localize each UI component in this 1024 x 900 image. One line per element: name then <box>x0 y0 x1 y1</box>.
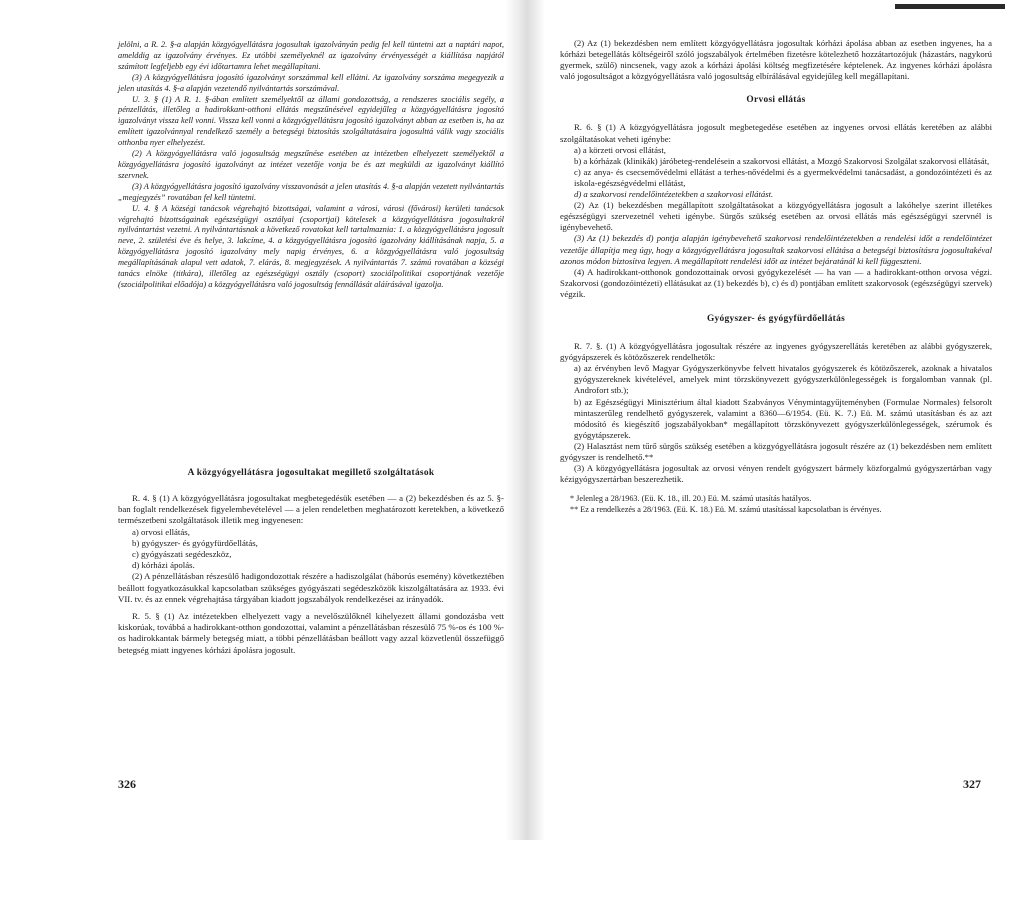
paragraph: (2) A pénzellátásban részesülő hadigondozottak részére a hadiszolgálat (háborús esemény) következtében beállott fogyatkozásukkal kapcsolatban szükséges gyógyászati segédeszközök kiszolgáltatására az 1933. évi VII. tv. és az ennek végrehajtása tárgyában kiadott jogszabályok rendelkezései az irányadók. <box>118 571 504 604</box>
paragraph: R. 4. § (1) A közgyógyellátásra jogosultakat megbetegedésük esetében — a (2) bekezdésben és az 5. §-ban foglalt rendelkezések figyelembevételével — a jelen rendeletben meghatározott keretekben, a következő természetbeni szolgáltatások illetik meg ingyenesen: <box>118 493 504 526</box>
page-number-right: 327 <box>963 777 981 791</box>
footnote: * Jelenleg a 28/1963. (Eü. K. 18., ill. 20.) Eü. M. számú utasítás hatályos. <box>570 494 812 504</box>
paragraph: R. 7. §. (1) A közgyógyellátásra jogosultak részére az ingyenes gyógyszerellátás keretében az alábbi gyógyszerek, gyógyápszerek és kötözőszerek rendelhetők: <box>560 341 992 363</box>
paragraph: (3) Az (1) bekezdés d) pontja alapján igénybevehető szakorvosi rendelőintézetekben a rendelési időt a rendelőintézet vezetője állapítja meg úgy, hogy a közgyógyellátásra jogosultak szakorvosi ellátása a betegségi biztosításra jogosultakéval azonos módon biztosítva legyen. A megállapított rendelési időt az intézet bejáratánál ki kell függeszteni. <box>560 233 992 266</box>
list-item: b) a kórházak (klinikák) járóbeteg-rendelésein a szakorvosi ellátást, a Mozgó Szakorvosi Szolgálat szakorvosi ellátását, <box>574 155 990 166</box>
list-item: d) kórházi ápolás. <box>132 560 195 571</box>
book-gutter <box>505 0 545 840</box>
left-page <box>0 0 505 900</box>
paragraph: (2) Az (1) bekezdésben nem említett közgyógyellátásra jogosultak kórházi ápolása abban az esetben ingyenes, ha a kórházi betegellátás költségeiről szóló jogszabályok értelmében fizetésre kötelezhető hozzátartozójuk (házastárs, nagykorú gyermek, szülő) nincsenek, vagy azok a kórházi ápolási költség megfizetésére képtelenek. Az ingyenes kórházi ápolásra való jogosultságot a közgyógyellátásra való jogosultság elbírálásával egyidejűleg kell megállapítani. <box>560 38 992 82</box>
paragraph: U. 4. § A községi tanácsok végrehajtó bizottságai, valamint a városi, városi (fővárosi) kerületi tanácsok végrehajtó bizottságainak egészségügyi osztályai (csoportjai) kötelesek a közgyógyellátásra jogosultakról nyilvántartást vezetni. A nyilvántartásnak a következő rovatokat kell tartalmaznia: 1. a közgyógyellátásra jogosult neve, 2. születési éve és helye, 3. lakcíme, 4. a közgyógyellátásra jogosító igazolvány kiállításának napja, 5. a közgyógyellátásra jogosító igazolvány mely napig érvényes, 6. a közgyógyellátásra való jogosultság megállapításának alapul vett adatok, 7. elárás, 8. megjegyzések. A nyilvántartás 7. számú rovatában a községi tanács elnöke (titkára), illetőleg az egészségügyi osztály (csoport) szociálpolitikai csoportjának vezetője (szociálpolitikai előadója) a közgyógyellátásra való jogosultság fennállását aláírásával igazolja. <box>118 203 504 289</box>
list-item: a) orvosi ellátás, <box>132 526 190 537</box>
list-item: d) a szakorvosi rendelőintézetekben a szakorvosi ellátást. <box>574 189 774 200</box>
list-item: a) a körzeti orvosi ellátást, <box>574 144 666 155</box>
list-item: a) az érvényben levő Magyar Gyógyszerkönyvbe felvett hivatalos gyógyszerek és kötözőszerek, azoknak a hivatalos gyógyszereknek kivételével, amelyek mint törzskönyvezett gyógyszerkülönlegességek is forgalomban vannak (pl. Androfort stb.); <box>574 363 992 396</box>
paragraph: (4) A hadirokkant-otthonok gondozottainak orvosi gyógykezelését — ha van — a hadirokkant-otthon orvosa végzi. Szakorvosi (gondozóintézeti) ellátásukat az (1) bekezdés b), c) és d) pontjában említett szakorvosok (egészségügyi szervek) végzik. <box>560 266 992 299</box>
paragraph: (2) A közgyógyellátásra való jogosultság megszűnése esetében az intézetben elhelyezett személyektől a közgyógyellátásra jogosító igazolványt az intézet vezetője vonja be és azt megküldi az igazolványt kiállító szervnek. <box>118 149 504 180</box>
paragraph: (3) A közgyógyellátásra jogosultak az orvosi vényen rendelt gyógyszert bármely közforgalmú gyógyszertárban vagy kézigyógyszertárban beszerezhetik. <box>560 463 992 485</box>
list-item: c) gyógyászati segédeszköz, <box>132 549 232 560</box>
paragraph: R. 6. § (1) A közgyógyellátásra jogosult megbetegedése esetében az ingyenes orvosi ellátás keretében az alábbi szolgáltatásokat veheti igénybe: <box>560 122 992 144</box>
right-page <box>545 0 1024 900</box>
right-body-text <box>560 38 992 515</box>
paragraph: (2) Az (1) bekezdésben megállapított szolgáltatásokat a közgyógyellátásra jogosult a lakóhelye szerint illetékes egészségügyi szervezetnél veheti igénybe. Sürgős szükség esetében az orvosi ellátás más egészségügyi szervnél is igénybevehető. <box>560 200 992 233</box>
footnote: ** Ez a rendelkezés a 28/1963. (Eü. K. 18.) Eü. M. számú utasítással kapcsolatban is érvényes. <box>570 504 882 514</box>
list-item: b) az Egészségügyi Minisztérium által kiadott Szabványos Vénymintagyűjteményben (Formulae Normales) felsorolt mintaszerűleg rendelhető gyógyszerek, valamint a 8360—6/1954. (Eü. K. 7.) Eü. M. számú utasításban és az azt módosító és kiegészítő jogszabályokban* megállapított törzskönyvezett gyógyszerkülönlegességek, szérumok és gyógytápszerek. <box>574 396 992 440</box>
section-title-orvosi: Orvosi ellátás <box>746 95 806 106</box>
list-item: b) gyógyszer- és gyógyfürdőellátás, <box>132 537 258 548</box>
list-item: c) az anya- és csecsemővédelmi ellátást a terhes-nővédelmi és a gyermekvédelmi tanácsadást, a gondozóintézeti és az iskola-egészségvédelmi ellátást, <box>574 166 992 188</box>
paragraph: (2) Halasztást nem tűrő sürgős szükség esetében a közgyógyellátásra jogosult részére az (1) bekezdésben nem említett gyógyszer is rendelhető.** <box>560 440 992 462</box>
paragraph: U. 3. § (1) A R. 1. §-ában említett személyektől az állami gondozottság, a rendszeres szociális segély, a pénzellátás, illetőleg a hadirokkant-otthoni ellátás megszűnésével egyidejűleg a közgyógyellátásra jogosító igazolványt vissza kell vonni. Vissza kell vonni a közgyógyellátásra jogosító igazolványt abban az esetben is, ha az említett igazolvánnyal rendelkező személy a betegségi biztosítás szolgáltatásaira jogosulttá válik vagy szociális otthonba nyer elhelyezést. <box>118 94 504 148</box>
page-number-left: 326 <box>118 777 136 791</box>
left-body-text <box>118 493 504 656</box>
paragraph: jelölni, a R. 2. §-a alapján közgyógyellátásra jogosultak igazolványán pedig fel kell tüntetni azt a naptári napot, amelddig az igazolvány érvényes. Ez utóbbi személyeknél az igazolvány érvényességét a kiállítása napjától számított legfeljebb egy évi időtartamra lehet megállapítani. <box>118 40 504 71</box>
section-title-szolgaltatasok: A közgyógyellátásra jogosultakat megillető szolgáltatások <box>187 468 435 478</box>
paragraph: (3) A közgyógyellátásra jogosító igazolványt sorszámmal kell ellátni. Az igazolvány sorszáma megegyezik a jelen utasítás 4. §-a alapján vezetendő nyilvántartás sorszámával. <box>118 72 504 93</box>
paragraph: R. 5. § (1) Az intézetekben elhelyezett vagy a nevelőszülőknél kihelyezett állami gondozásba vett kiskorúak, továbbá a hadirokkant-otthon gondozottai, valamint a pénzellátásban részesülő 75 %-os és 100 %-os hadirokkantak bármely betegség miatt, a többi pénzellátásban beállott vagy azzal közvetlenül összefüggő betegség miatt ingyenes kórházi ápolásra jogosult. <box>118 611 504 655</box>
section-title-gyogyszer: Gyógyszer- és gyógyfürdőellátás <box>706 313 846 324</box>
paragraph: (3) A közgyógyellátásra jogosító igazolvány visszavonását a jelen utasítás 4. §-a alapján vezetett nyilvántartás „megjegyzés” rovatában fel kell tüntetni. <box>118 181 504 202</box>
left-continuation-text <box>118 40 504 291</box>
